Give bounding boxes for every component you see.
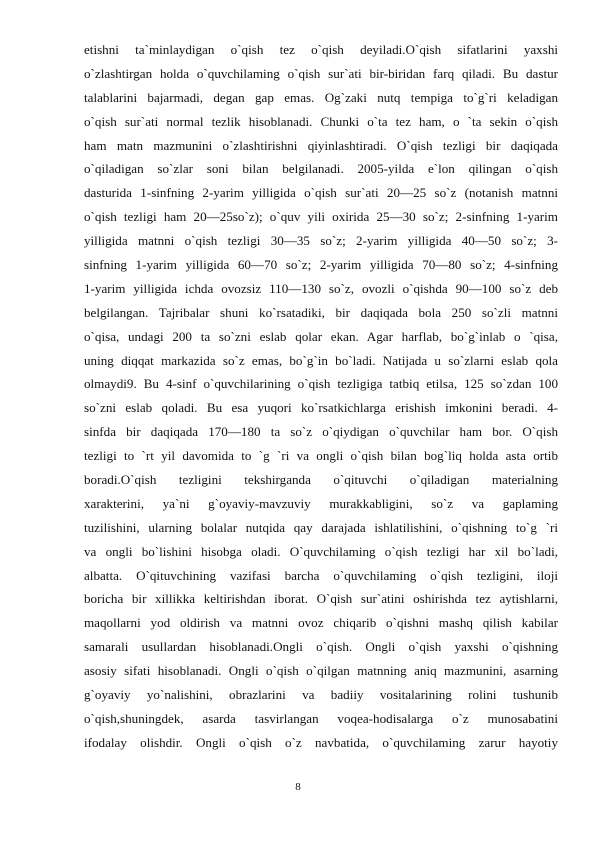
text-line: maqollarni yod oldirish va matnni ovoz chiqarib o`qishni mashq qilish kabilar bbox=[84, 615, 558, 631]
text-line: boradi.O`qish tezligini tekshirganda o`qituvchi o`qiladigan materialning bbox=[84, 472, 558, 488]
text-line: va ongli bo`lishini hisobga oladi. O`quvchilaming o`qish tezligi har xil bo`ladi, bbox=[84, 543, 558, 559]
text-line: talablarini bajarmadi, degan gap emas. Og`zaki nutq tempiga to`g`ri keladigan bbox=[84, 89, 558, 105]
text-line: olmaydi9. Bu 4-sinf o`quvchilarining o`qish tezligiga tatbiq etilsa, 125 so`zdan 100 bbox=[84, 376, 558, 392]
text-line: yilligida matnni o`qish tezligi 30—35 so`z; 2-yarim yilligida 40—50 so`z; 3- bbox=[84, 233, 558, 249]
page-number: 8 bbox=[295, 781, 301, 793]
text-line: asosiy sifati hisoblanadi. Ongli o`qish o`qilgan matnning aniq mazmunini, asarning bbox=[84, 663, 558, 679]
text-line: samarali usullardan hisoblanadi.Ongli o`qish. Ongli o`qish yaxshi o`qishning bbox=[84, 639, 558, 655]
text-line: uning diqqat markazida so`z emas, bo`g`in bo`ladi. Natijada u so`zlarni eslab qola bbox=[84, 352, 558, 368]
text-line: o`qisa, undagi 200 ta so`zni eslab qolar ekan. Agar harflab, bo`g`inlab o `qisa, bbox=[84, 328, 558, 344]
text-line: 1-yarim yilligida ichda ovozsiz 110—130 so`z, ovozli o`qishda 90—100 so`z deb bbox=[84, 280, 558, 296]
text-line: o`qiladigan so`zlar soni bilan belgilanadi. 2005-yilda e`lon qilingan o`qish bbox=[84, 161, 558, 177]
text-line: ham matn mazmunini o`zlashtirishni qiyinlashtiradi. O`qish tezligi bir daqiqada bbox=[84, 137, 558, 153]
text-line: o`zlashtirgan holda o`quvchilaming o`qish sur`ati bir-biridan farq qiladi. Bu dastur bbox=[84, 65, 558, 81]
text-line: g`oyaviy yo`nalishini, obrazlarini va badiiy vositalarining rolini tushunib bbox=[84, 687, 558, 703]
text-line: o`qish tezligi ham 20—25so`z); o`quv yili oxirida 25—30 so`z; 2-sinfning 1-yarim bbox=[84, 209, 558, 225]
text-line: albatta. O`qituvchining vazifasi barcha o`quvchilaming o`qish tezligini, iloji bbox=[84, 567, 558, 583]
text-line: o`qish sur`ati normal tezlik hisoblanadi. Chunki o`ta tez ham, o `ta sekin o`qish bbox=[84, 113, 558, 129]
text-line: sinfning 1-yarim yilligida 60—70 so`z; 2-yarim yilligida 70—80 so`z; 4-sinfning bbox=[84, 257, 558, 273]
text-line: tuzilishini, ularning bolalar nutqida qay darajada ishlatilishini, o`qishning to`g `ri bbox=[84, 519, 558, 535]
text-line: xarakterini, ya`ni g`oyaviy-mavzuviy murakkabligini, so`z va gaplaming bbox=[84, 495, 558, 511]
text-line: so`zni eslab qoladi. Bu esa yuqori ko`rsatkichlarga erishish imkonini beradi. 4- bbox=[84, 400, 558, 416]
text-line: o`qish,shuningdek, asarda tasvirlangan voqea-hodisalarga o`z munosabatini bbox=[84, 710, 558, 726]
text-line: boricha bir xillikka keltirishdan iborat. O`qish sur`atini oshirishda tez aytishlarni, bbox=[84, 591, 558, 607]
text-line: etishni ta`minlaydigan o`qish tez o`qish deyiladi.O`qish sifatlarini yaxshi bbox=[84, 42, 558, 57]
text-line: tezligi to `rt yil davomida to `g `ri va ongli o`qish bilan bog`liq holda asta ortib bbox=[84, 448, 558, 464]
text-line: belgilangan. Tajribalar shuni ko`rsatadiki, bir daqiqada bola 250 so`zli matnni bbox=[84, 304, 558, 320]
text-line: ifodalay olishdir. Ongli o`qish o`z navbatida, o`quvchilaming zarur hayotiy bbox=[84, 734, 558, 750]
text-line: dasturida 1-sinfning 2-yarim yilligida o`qish sur`ati 20—25 so`z (notanish matnni bbox=[84, 185, 558, 201]
text-line: sinfda bir daqiqada 170—180 ta so`z o`qiydigan o`quvchilar ham bor. O`qish bbox=[84, 424, 558, 440]
body-text bbox=[84, 38, 558, 755]
